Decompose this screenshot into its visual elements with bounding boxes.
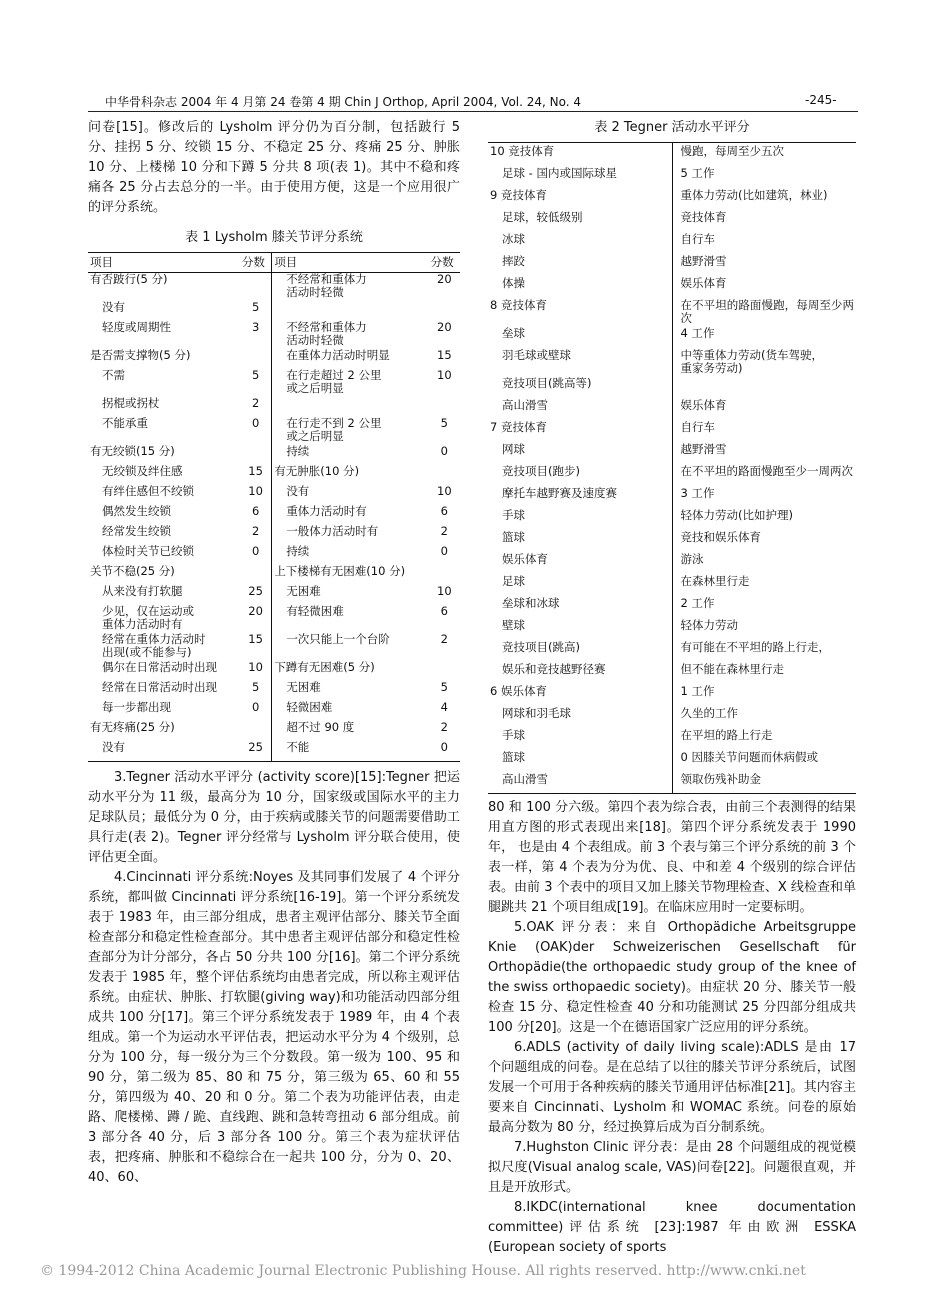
table2-right-cell: 游泳	[672, 551, 856, 573]
body-paragraph: 6.ADLS (activity of daily living scale):ADLS 是由 17 个问题组成的问卷。是在总结了以往的膝关节评分系统后，试图发展一个可用于各种疾病的膝关节通用评估标准[21]。其内容主要来自 Cincinnati、Lysholm 和 WOMAC 系统。问卷的原始最高分数为 80 分，经过换算后成为百分制系统。	[488, 1040, 856, 1135]
table1-score-cell: 6	[440, 504, 448, 518]
table1-score-cell: 10	[248, 660, 263, 674]
table2-right-cell: 2 工作	[672, 595, 856, 617]
table1-score-cell: 20	[248, 604, 263, 618]
table1-item-cell: 有无肿胀(10 分)	[272, 465, 429, 485]
table-row	[488, 187, 856, 209]
table2-left-cell: 8 竞技体育	[490, 298, 547, 312]
table2-right-cell: 中等重体力劳动(货车驾驶， 重家务劳动)	[672, 347, 856, 375]
table1-item-cell: 持续	[272, 545, 429, 565]
table2-left-cell: 竞技项目(跳高)	[502, 640, 580, 654]
table1-item-cell: 无困难	[272, 681, 429, 701]
table1-item-cell: 体检时关节已绞锁	[102, 544, 194, 558]
table-row	[88, 417, 460, 445]
table-row	[88, 349, 460, 369]
table1-score-cell: 0	[251, 544, 260, 558]
table2-left-cell: 壁球	[502, 618, 525, 632]
table1-score-cell: 0	[251, 416, 260, 430]
table-row	[488, 551, 856, 573]
table1-score-cell	[429, 301, 460, 321]
table1-header: 项目	[88, 253, 240, 273]
table2-right-cell: 越野滑雪	[672, 441, 856, 463]
table2-left-cell: 摩托车越野赛及速度赛	[502, 486, 617, 500]
table1-item-cell: 有轻微困难	[272, 605, 429, 633]
table-row	[488, 507, 856, 529]
table2-left-cell: 冰球	[502, 232, 525, 246]
body-paragraph: 5.OAK 评分表：来自 Orthopädiche Arbeitsgruppe Knie (OAK)der Schweizerischen Gesellschaft für Orthopädie(the orthopaedic study group of the knee of the swiss orthopaedic society)。由症状 20 分、膝关节一般检查 15 分、稳定性检查 40 分和功能测试 25 分四部分组成共 100 分[20]。这是一个在德语国家广泛应用的评分系统。	[488, 920, 856, 1035]
table2-right-cell: 在不平坦的路面慢跑至少一周两次	[672, 463, 856, 485]
table-row	[488, 683, 856, 705]
page-number: -245-	[805, 93, 837, 107]
table1-score-cell	[429, 397, 460, 417]
table-row	[488, 397, 856, 419]
table1-score-cell: 15	[437, 348, 452, 362]
table1-item-cell: 在重体力活动时明显	[272, 349, 429, 369]
table1-score-cell: 0	[429, 741, 460, 762]
table2-left-cell: 9 竞技体育	[490, 188, 547, 202]
table-row	[488, 727, 856, 749]
table1-item-cell: 无绞锁及绊住感	[102, 464, 183, 478]
table1-item-cell: 少见，仅在运动或 重体力活动时有	[102, 604, 194, 631]
table1-score-cell: 5	[251, 368, 260, 382]
table1-score-cell: 4	[440, 700, 448, 714]
table1-item-cell: 不需	[102, 368, 125, 382]
table-row	[88, 701, 460, 721]
table1-score-cell	[240, 273, 272, 302]
table2-left-cell: 篮球	[502, 530, 525, 544]
table2-right-cell: 慢跑，每周至少五次	[672, 143, 856, 166]
table2-right-cell: 自行车	[672, 419, 856, 441]
table2-left-cell: 网球和羽毛球	[502, 706, 571, 720]
table-row	[488, 617, 856, 639]
table1-score-cell: 2	[251, 524, 260, 538]
body-paragraph: 7.Hughston Clinic 评分表：是由 28 个问题组成的视觉模拟尺度(Visual analog scale, VAS)问卷[22]。问题很直观，并且是开放形式。	[488, 1140, 856, 1195]
table2-left-cell: 垒球	[502, 326, 525, 340]
table1-item-cell: 不能承重	[102, 416, 148, 430]
table1-body	[88, 273, 460, 762]
table2-right-cell: 在森林里行走	[672, 573, 856, 595]
table-row	[88, 681, 460, 701]
table1-score-cell: 10	[437, 584, 452, 598]
table2-left-cell: 高山滑雪	[502, 398, 548, 412]
table1-title: 表 1 Lysholm 膝关节评分系统	[185, 230, 363, 245]
table1-score-cell: 2	[440, 632, 448, 646]
table-row	[88, 605, 460, 633]
table1-score-cell: 15	[248, 632, 263, 646]
table2-right-cell	[672, 375, 856, 397]
left-paragraphs	[88, 768, 460, 1188]
table2-left-cell: 6 娱乐体育	[490, 684, 547, 698]
table1-item-cell: 有无疼痛(25 分)	[90, 720, 175, 734]
table-row	[488, 419, 856, 441]
table2-left-cell: 竞技项目(跑步)	[502, 464, 580, 478]
table-row	[88, 741, 460, 762]
table2-right-cell: 娱乐体育	[672, 397, 856, 419]
table1-item-cell: 没有	[272, 485, 429, 505]
table-row	[488, 253, 856, 275]
table1-item-cell: 经常在重体力活动时 出现(或不能参与)	[102, 632, 206, 659]
table1-score-cell: 20	[437, 320, 452, 334]
table1-score-cell: 0	[440, 544, 448, 558]
table2-right-cell: 0 因膝关节问题而休病假或	[672, 749, 856, 771]
table1-item-cell: 持续	[272, 445, 429, 465]
table1-score-cell: 5	[251, 680, 260, 694]
table2-title: 表 2 Tegner 活动水平评分	[594, 120, 750, 135]
header-rule	[88, 111, 858, 112]
table2-right-cell: 自行车	[672, 231, 856, 253]
table1-item-cell: 经常发生绞锁	[102, 524, 171, 538]
table2-left-cell: 娱乐体育	[502, 552, 548, 566]
table1-item-cell: 从来没有打软腿	[102, 584, 183, 598]
table2-right-cell: 娱乐体育	[672, 275, 856, 297]
table2-right-cell: 领取伤残补助金	[672, 771, 856, 794]
table2-left-cell: 篮球	[502, 750, 525, 764]
table-row	[488, 639, 856, 661]
table2-left-cell: 手球	[502, 728, 525, 742]
table-row	[488, 573, 856, 595]
table2-tegner	[488, 142, 856, 794]
body-paragraph: 4.Cincinnati 评分系统:Noyes 及其同事们发展了 4 个评分系统，都叫做 Cincinnati 评分系统[16-19]。第一个评分系统发表于 1983 年，由三部分组成，患者主观评估部分、膝关节全面检查部分和稳定性检查部分。其中患者主观评估部分和稳定性检查部分为计分部分，各占 50 分共 100 分[16]。第二个评分系统发表于 1985 年，整个评估系统均由患者完成，所以称主观评估系统。由症状、肿胀、打软腿(giving way)和功能活动四部分组成共 100 分[17]。第三个评分系统发表于 1989 年，由 4 个表组成。第一个为运动水平评估表，把运动水平分为 4 个级别，总分为 100 分，每一级分为三个分数段。第一级为 100、95 和 90 分，第二级为 85、80 和 75 分，第三级为 65、60 和 55 分，第四级为 40、20 和 0 分。第二个表为功能评估表，由走路、爬楼梯、蹲 / 跪、直线跑、跳和急转弯扭动 6 部分组成。前 3 部分各 40 分，后 3 部分各 100 分。第三个表为症状评估表，把疼痛、肿胀和不稳综合在一起共 100 分，分为 0、20、40、60、	[88, 870, 460, 1185]
table1-item-cell: 无困难	[272, 585, 429, 605]
table-row	[88, 397, 460, 417]
table1-score-cell: 0	[251, 700, 260, 714]
table-row	[488, 485, 856, 507]
table1-item-cell: 一次只能上一个台阶	[272, 633, 429, 661]
table1-score-cell	[429, 465, 460, 485]
body-paragraph: 80 和 100 分六级。第四个表为综合表，由前三个表测得的结果用直方图的形式表现出来[18]。第四个评分系统发表于 1990 年， 也是由 4 个表组成。前 3 个表与第三个评分系统的前 3 个表一样，第 4 个表为分为优、良、中和差 4 个级别的综合评估表。由前 3 个表中的项目又加上膝关节物理检查、X 线检查和单腿跳共 21 个项目组成[19]。在临床应用时一定要标明。	[488, 800, 856, 915]
table-row	[88, 445, 460, 465]
table1-item-cell: 是否需支撑物(5 分)	[90, 348, 191, 362]
table1-score-cell: 0	[440, 444, 448, 458]
table1-score-cell	[429, 661, 460, 681]
table2-right-cell: 久坐的工作	[672, 705, 856, 727]
table1-score-cell: 10	[437, 484, 452, 498]
table2-left-cell: 竞技项目(跳高等)	[502, 376, 592, 390]
table1-score-cell: 15	[248, 464, 263, 478]
table1-item-cell: 超不过 90 度	[272, 721, 429, 741]
table-row	[488, 347, 856, 375]
table1-score-cell: 5	[251, 300, 260, 314]
table-row	[88, 721, 460, 741]
table1-header: 分数	[429, 253, 460, 273]
table2-left-cell: 娱乐和竞技越野径赛	[502, 662, 606, 676]
table2-left-cell: 网球	[502, 442, 525, 456]
table-row	[88, 633, 460, 661]
table-row	[488, 231, 856, 253]
table-row	[88, 525, 460, 545]
table2-left-cell: 足球，较低级别	[502, 210, 583, 224]
table2-right-cell: 1 工作	[672, 683, 856, 705]
table1-item-cell: 不能	[272, 741, 429, 762]
table-row	[488, 209, 856, 231]
right-paragraphs	[488, 798, 856, 1258]
table2-right-cell: 在不平坦的路面慢跑，每周至少两次	[672, 297, 856, 325]
table1-item-cell: 偶尔在日常活动时出现	[102, 660, 217, 674]
table2-left-cell: 10 竞技体育	[488, 143, 672, 166]
table-row	[488, 529, 856, 551]
table1-score-cell	[240, 565, 272, 585]
table2-left-cell: 7 竞技体育	[490, 420, 547, 434]
table1-score-cell	[240, 445, 272, 465]
table2-left-cell: 摔跤	[502, 254, 525, 268]
table2-right-cell: 竞技和娱乐体育	[672, 529, 856, 551]
table1-score-cell: 5	[440, 680, 448, 694]
table-row	[88, 661, 460, 681]
table1-score-cell: 10	[437, 368, 452, 382]
table1-item-cell: 偶然发生绞锁	[102, 504, 171, 518]
table1-lysholm	[88, 252, 460, 762]
table-row	[488, 595, 856, 617]
table1-header: 项目	[272, 253, 429, 273]
table2-right-cell: 有可能在不平坦的路上行走，	[672, 639, 856, 661]
table1-score-cell: 6	[251, 504, 260, 518]
table2-right-cell: 5 工作	[672, 165, 856, 187]
table2-body	[488, 143, 856, 794]
table-row	[488, 771, 856, 794]
table-row	[88, 369, 460, 397]
table2-left-cell: 手球	[502, 508, 525, 522]
table1-score-cell: 20	[437, 272, 452, 286]
table1-item-cell: 每一步都出现	[102, 700, 171, 714]
table-row	[88, 585, 460, 605]
table-row	[88, 321, 460, 349]
table1-item-cell: 拐棍或拐杖	[102, 396, 160, 410]
table1-score-cell: 25	[248, 584, 263, 598]
table1-item-cell: 轻度或周期性	[102, 320, 171, 334]
table1-score-cell: 10	[248, 484, 263, 498]
table2-left-cell: 垒球和冰球	[502, 596, 560, 610]
table-row	[88, 301, 460, 321]
table-row	[88, 505, 460, 525]
table-row	[488, 165, 856, 187]
table-row	[488, 749, 856, 771]
table1-item-cell: 一般体力活动时有	[272, 525, 429, 545]
table2-right-cell: 越野滑雪	[672, 253, 856, 275]
table1-item-cell: 关节不稳(25 分)	[90, 564, 175, 578]
table-row	[488, 441, 856, 463]
table-row	[488, 297, 856, 325]
table2-left-cell: 高山滑雪	[488, 771, 672, 794]
body-paragraph: 3.Tegner 活动水平评分 (activity score)[15]:Tegner 把运动水平分为 11 级，最高分为 10 分，国家级或国际水平的主力足球队员；最低分为 0 分，由于疾病或膝关节的问题需要借助工具行走(表 2)。Tegner 评分经常与 Lysholm 评分联合使用，使评估更全面。	[88, 770, 460, 865]
table1-score-cell: 2	[440, 524, 448, 538]
table1-item-cell: 有否跛行(5 分)	[90, 272, 168, 286]
table1-item-cell: 上下楼梯有无困难(10 分)	[272, 565, 429, 585]
table1-score-cell	[429, 565, 460, 585]
right-column	[488, 118, 856, 1258]
table1-score-cell: 2	[440, 720, 448, 734]
table1-item-cell	[272, 301, 429, 321]
table-row	[488, 705, 856, 727]
table2-right-cell: 重体力劳动(比如建筑，林业)	[672, 187, 856, 209]
table1-header: 分数	[240, 253, 272, 273]
table1-item-cell: 在行走不到 2 公里 或之后明显	[272, 417, 429, 445]
table-row	[488, 275, 856, 297]
table2-left-cell: 体操	[502, 276, 525, 290]
table1-item-cell: 下蹲有无困难(5 分)	[272, 661, 429, 681]
table1-score-cell: 6	[440, 604, 448, 618]
table-row	[488, 661, 856, 683]
table2-left-cell: 足球	[502, 574, 525, 588]
table1-item-cell: 没有	[102, 300, 125, 314]
table1-score-cell: 5	[440, 416, 448, 430]
table2-left-cell: 羽毛球或壁球	[502, 348, 571, 362]
table2-right-cell: 3 工作	[672, 485, 856, 507]
table-row	[488, 375, 856, 397]
table-row	[488, 463, 856, 485]
running-header: 中华骨科杂志 2004 年 4 月第 24 卷第 4 期 Chin J Orthop, April 2004, Vol. 24, No. 4	[105, 95, 582, 109]
table1-item-cell: 经常在日常活动时出现	[102, 680, 217, 694]
table-row	[88, 273, 460, 302]
table1-score-cell: 3	[251, 320, 260, 334]
table-row	[488, 143, 856, 166]
table1-item-cell: 不经常和重体力 活动时轻微	[272, 273, 429, 302]
table1-item-cell: 不经常和重体力 活动时轻微	[272, 321, 429, 349]
table2-right-cell: 在平坦的路上行走	[672, 727, 856, 749]
table2-right-cell: 但不能在森林里行走	[672, 661, 856, 683]
table1-score-cell	[240, 349, 272, 369]
table1-item-cell: 轻微困难	[272, 701, 429, 721]
table-row	[88, 465, 460, 485]
table2-right-cell: 轻体力劳动	[672, 617, 856, 639]
table2-right-cell: 轻体力劳动(比如护理)	[672, 507, 856, 529]
table1-item-cell: 在行走超过 2 公里 或之后明显	[272, 369, 429, 397]
table1-item-cell: 有绊住感但不绞锁	[102, 484, 194, 498]
table-row	[88, 485, 460, 505]
intro-paragraph: 问卷[15]。修改后的 Lysholm 评分仍为百分制，包括跛行 5 分、挂拐 5 分、绞锁 15 分、不稳定 25 分、疼痛 25 分、肿胀 10 分、上楼梯 10 分和下蹲 5 分共 8 项(表 1)。其中不稳和疼痛各 25 分占去总分的一半。由于使用方便，这是一个应用很广的评分系统。	[88, 120, 460, 215]
left-column	[88, 118, 460, 1188]
table-row	[88, 545, 460, 565]
table1-item-cell: 没有	[88, 741, 240, 762]
table2-right-cell: 竞技体育	[672, 209, 856, 231]
table1-score-cell: 2	[251, 396, 260, 410]
body-paragraph: 8.IKDC(international knee documentation committee)评估系统 [23]:1987 年由欧洲 ESSKA (European society of sports	[488, 1200, 856, 1255]
table1-item-cell: 重体力活动时有	[272, 505, 429, 525]
table-row	[88, 565, 460, 585]
copyright-footer: © 1994-2012 China Academic Journal Electronic Publishing House. All rights reserved. http://www.cnki.net	[40, 1263, 806, 1279]
table-row	[488, 325, 856, 347]
table2-left-cell: 足球 - 国内或国际球星	[502, 166, 617, 180]
table1-score-cell	[240, 721, 272, 741]
table1-item-cell	[272, 397, 429, 417]
table1-score-cell: 25	[240, 741, 272, 762]
table2-right-cell: 4 工作	[672, 325, 856, 347]
table1-item-cell: 有无绞锁(15 分)	[90, 444, 175, 458]
